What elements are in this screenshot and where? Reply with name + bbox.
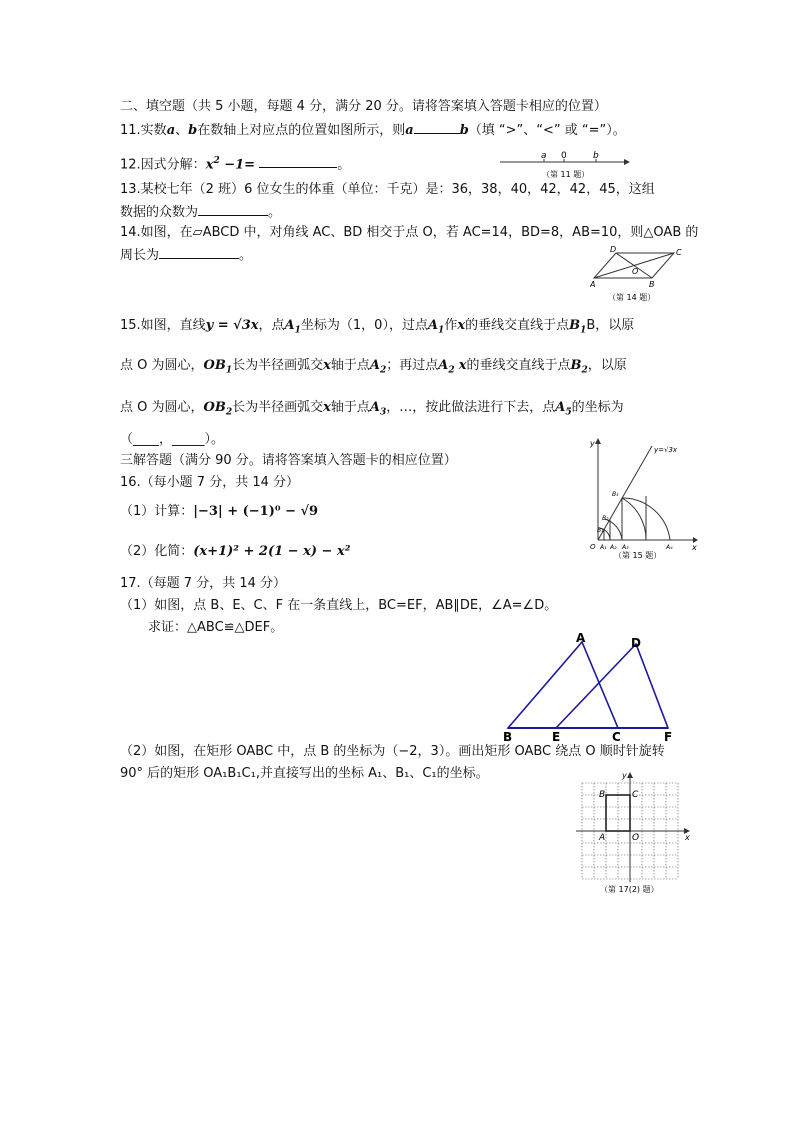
q15-sub: 1 [438, 325, 445, 336]
q15-a3: A [369, 400, 380, 415]
label-o: O [590, 543, 596, 551]
figure-15-caption: （第 15 题） [614, 551, 662, 560]
q15-sub: 2 [225, 407, 233, 418]
question-17-part1-line1: （1）如图，点 B、E、C、F 在一条直线上，BC=EF，AB∥DE，∠A=∠D。 [120, 598, 558, 613]
label-b: B [649, 280, 655, 289]
q14-end: 。 [239, 248, 253, 263]
q11-mid: 在数轴上对应点的位置如图所示，则 [197, 123, 406, 138]
q11-b2: b [459, 123, 469, 138]
figure-17-2-caption: （第 17(2) 题） [600, 885, 659, 894]
y-axis-arrow [627, 772, 633, 778]
label-e: E [552, 730, 561, 744]
label-b: B [599, 790, 606, 800]
figure-11 [498, 150, 632, 184]
q13-text: 数据的众数为 [120, 205, 199, 220]
label-a1: A₁ [600, 544, 607, 551]
question-16-part2 [120, 543, 350, 561]
q15-sub: 1 [580, 325, 587, 336]
label-b: B [503, 730, 513, 744]
q15-a5: A [555, 400, 566, 415]
question-17-head: 17.（每题 7 分，共 14 分） [120, 576, 287, 591]
q12-expr: x [205, 157, 214, 173]
q15-text: B，以原 [586, 318, 635, 333]
q13-answer-blank [198, 202, 268, 216]
q15-text: 轴于点 [330, 400, 370, 415]
label-a: A [599, 833, 606, 843]
question-12 [120, 152, 350, 174]
q15-sub: 1 [225, 365, 233, 376]
question-17-part1-line2: 求证：△ABC≌△DEF。 [148, 620, 284, 635]
q12-pre: 12.因式分解： [120, 157, 206, 173]
question-17-part2-line1: （2）如图，在矩形 OABC 中，点 B 的坐标为（−2，3）。画出矩形 OABC 绕点 O 顺时针旋转 [120, 744, 665, 759]
q15-text: 点 O 为圆心， [120, 400, 204, 415]
q15-sub: 1 [294, 325, 301, 336]
label-o: O [632, 267, 639, 276]
y-axis-arrow [595, 438, 601, 444]
question-15-line2 [120, 357, 627, 380]
q15-sub: 5 [565, 407, 572, 418]
q15-sub: 2 [581, 365, 588, 376]
q15-text: 轴于点 [330, 358, 370, 373]
q15-b2: B [570, 358, 582, 373]
question-17-part2-line2: 90° 后的矩形 OA₁B₁C₁,并直接写出的坐标 A₁、B₁、C₁的坐标。 [120, 766, 489, 781]
question-13-line1: 13.某校七年（2 班）6 位女生的体重（单位：千克）是：36，38，40，42，42，45，这组 [120, 182, 655, 197]
q15-text: ，点 [258, 318, 285, 333]
q15-text: 15.如图，直线 [120, 318, 206, 333]
section-3-title: 三解答题（满分 90 分。请将答案填入答题卡的相应位置） [120, 453, 457, 468]
q15-line-equation: y = √3x [205, 318, 259, 333]
question-14-line1: 14.如图，在▱ABCD 中，对角线 AC、BD 相交于点 O，若 AC=14，BD=8，AB=10，则△OAB 的 [120, 225, 699, 240]
label-b3: B₃ [612, 491, 619, 498]
label-y: y [590, 439, 595, 448]
q15-text: ；再过点 [386, 358, 439, 373]
label-b1: B₁ [597, 527, 604, 534]
label-d: D [631, 636, 641, 650]
q15-text: ，以原 [587, 358, 627, 373]
label-equation: y=√3x [654, 446, 678, 454]
figure-14-caption: （第 14 题） [608, 293, 656, 302]
question-16-head: 16.（每小题 7 分，共 14 分） [120, 475, 300, 490]
q15-x: x [323, 358, 331, 373]
arc-3 [622, 498, 646, 540]
q15-b1: B [569, 318, 581, 333]
q15-sub: 2 [379, 365, 387, 376]
question-14-line2 [120, 245, 252, 265]
q15-x: x [323, 400, 331, 415]
q15-ob1: OB [203, 358, 226, 373]
label-a3: A₃ [622, 544, 629, 551]
q14-answer-blank [159, 245, 239, 259]
label-a: a [541, 151, 547, 161]
number-line-arrow [624, 159, 630, 165]
figure-11-caption: （第 11 题） [542, 170, 590, 179]
q13-end: 。 [268, 205, 282, 220]
q16-p2-label: （2）化简： [120, 544, 194, 559]
q16-p1-expression: |−3| + (−1)⁰ − √9 [193, 504, 319, 519]
label-a: A [576, 632, 586, 645]
label-a: A [590, 280, 596, 289]
label-c: C [632, 790, 639, 800]
label-x: x [685, 833, 690, 842]
label-x: x [692, 543, 697, 552]
q16-p1-label: （1）计算： [120, 504, 194, 519]
q15-text: 的垂线交直线于点 [466, 358, 571, 373]
q15-x: x [458, 358, 467, 373]
label-o: O [632, 833, 640, 843]
q15-text: 长为半径画弧交 [232, 358, 324, 373]
q14-text: 周长为 [120, 248, 160, 263]
triangle-abc [508, 642, 618, 728]
q11-sep: 、 [175, 123, 189, 138]
question-16-part1 [120, 503, 318, 521]
label-f: F [664, 730, 673, 744]
q11-post: （填 “>”、“<” 或 “=”）。 [468, 123, 626, 138]
arc-2 [605, 519, 623, 540]
question-11 [120, 120, 626, 140]
q12-answer-blank [259, 154, 337, 168]
question-13-line2 [120, 202, 281, 222]
q12-exp: 2 [213, 156, 220, 166]
q15-sub: 2 [448, 365, 455, 376]
q12-end: 。 [337, 157, 351, 173]
q11-a2: a [405, 123, 414, 138]
question-15-line3 [120, 399, 624, 422]
question-15-line4: （____，_____）。 [120, 432, 225, 447]
q15-text: 坐标为（1，0），过点 [300, 318, 428, 333]
q15-ob2: OB [203, 400, 226, 415]
figure-14 [590, 243, 690, 305]
label-b: b [593, 151, 599, 161]
q15-text: ，…，按此做法进行下去，点 [386, 400, 556, 415]
figure-17-2 [572, 770, 694, 896]
q11-b: b [188, 123, 198, 138]
q15-a1: A [284, 318, 295, 333]
label-d: D [610, 245, 617, 254]
q15-x: x [457, 318, 466, 333]
q12-tail: −1= [219, 157, 256, 173]
q15-a2: A [369, 358, 380, 373]
label-y: y [622, 771, 627, 780]
q15-a2: A [438, 358, 449, 373]
q15-text: 的坐标为 [571, 400, 624, 415]
section-2-title: 二、填空题（共 5 小题，每题 4 分，满分 20 分。请将答案填入答题卡相应的位置） [120, 99, 607, 114]
q15-text: 的垂线交直线于点 [465, 318, 570, 333]
q16-p2-expression: (x+1)² + 2(1 − x) − x² [193, 544, 351, 559]
label-a2: A₂ [610, 544, 617, 551]
label-c: C [612, 730, 621, 744]
q15-text: 点 O 为圆心， [120, 358, 204, 373]
question-15-line1 [120, 317, 634, 340]
label-c: C [676, 248, 682, 257]
q11-pre: 11.实数 [120, 123, 167, 138]
q15-sub: 3 [379, 407, 387, 418]
q15-text: 作 [444, 318, 458, 333]
label-0: 0 [561, 151, 567, 161]
q15-a1: A [427, 318, 439, 333]
q15-text: 长为半径画弧交 [232, 400, 324, 415]
label-a4: A₄ [666, 544, 673, 551]
label-b2: B₂ [602, 515, 609, 522]
figure-15 [588, 436, 700, 560]
figure-17-1 [500, 632, 680, 744]
q11-a: a [166, 123, 176, 138]
q11-answer-blank [414, 120, 460, 134]
